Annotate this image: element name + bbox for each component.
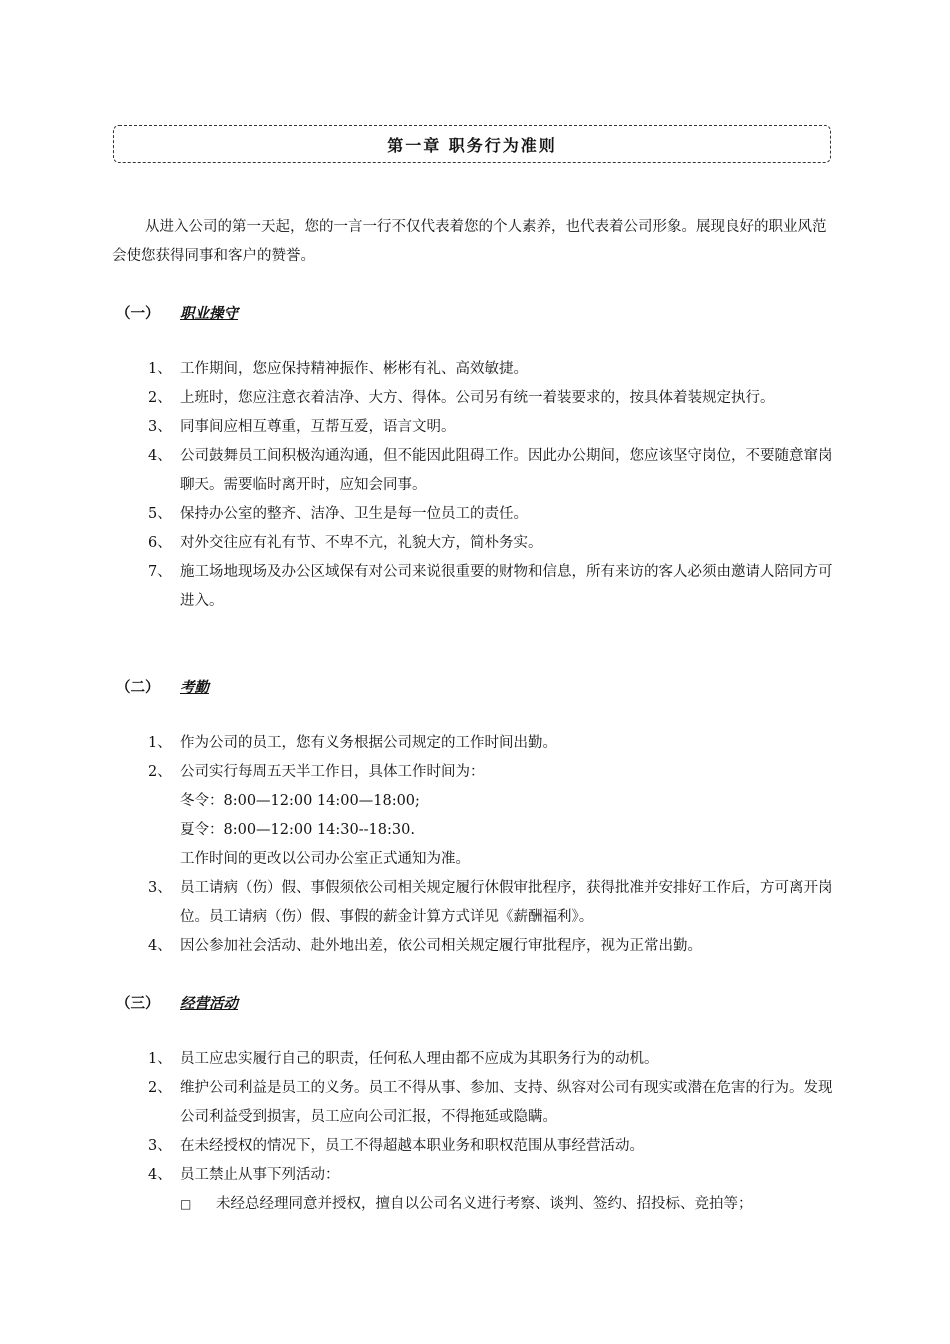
- list-item: 4、 因公参加社会活动、赴外地出差，依公司相关规定履行审批程序，视为正常出勤。: [148, 938, 702, 954]
- section-title: 经营活动: [180, 995, 238, 1012]
- section-number: （一）: [116, 305, 160, 322]
- conduct-list: [148, 355, 843, 616]
- chapter-title: 第一章 职务行为准则: [113, 125, 831, 163]
- list-item: 1、 工作期间，您应保持精神振作、彬彬有礼、高效敏捷。: [148, 361, 528, 377]
- section-number: （三）: [116, 995, 160, 1012]
- schedule-summer: 夏令：8:00—12:00 14:30--18:30.: [180, 822, 415, 838]
- business-list: [148, 1045, 843, 1219]
- section-number: （二）: [116, 679, 160, 696]
- list-item: 2、 公司实行每周五天半工作日，具体工作时间为：: [148, 764, 485, 780]
- list-item: 3、 员工请病（伤）假、事假须依公司相关规定履行休假审批程序，获得批准并安排好工作后，方可离开岗位。员工请病（伤）假、事假的薪金计算方式详见《薪酬福利》。: [148, 880, 833, 925]
- list-item: 4、 员工禁止从事下列活动：: [148, 1167, 340, 1183]
- list-item: 3、 同事间应相互尊重，互帮互爱，语言文明。: [148, 419, 456, 435]
- checkbox-bullet-icon: □: [180, 1197, 192, 1211]
- list-item: 7、 施工场地现场及办公区域保有对公司来说很重要的财物和信息，所有来访的客人必须由邀请人陪同方可进入。: [148, 564, 833, 609]
- intro-paragraph: 从进入公司的第一天起，您的一言一行不仅代表着您的个人素养，也代表着公司形象。展现良好的职业风范会使您获得同事和客户的赞誉。: [112, 219, 827, 264]
- list-item: 3、 在未经授权的情况下，员工不得超越本职业务和职权范围从事经营活动。: [148, 1138, 644, 1154]
- schedule-winter: 冬令：8:00—12:00 14:00—18:00;: [180, 793, 420, 809]
- list-item: 2、 上班时，您应注意衣着洁净、大方、得体。公司另有统一着装要求的，按具体着装规定执行。: [148, 390, 775, 406]
- attendance-list: [148, 729, 843, 961]
- schedule-note: 工作时间的更改以公司办公室正式通知为准。: [180, 851, 470, 867]
- list-item: 6、 对外交往应有礼有节、不卑不亢，礼貌大方，简朴务实。: [148, 535, 543, 551]
- section-title: 职业操守: [180, 305, 238, 322]
- list-item: 1、 作为公司的员工，您有义务根据公司规定的工作时间出勤。: [148, 735, 557, 751]
- section-heading-attendance: [116, 676, 209, 697]
- section-heading-business: [116, 992, 238, 1013]
- list-item: 1、 员工应忠实履行自己的职责，任何私人理由都不应成为其职务行为的动机。: [148, 1051, 659, 1067]
- section-title: 考勤: [180, 679, 209, 696]
- section-heading-conduct: [116, 302, 238, 323]
- list-item: 5、 保持办公室的整齐、洁净、卫生是每一位员工的责任。: [148, 506, 528, 522]
- bullet-item: □ 未经总经理同意并授权，擅自以公司名义进行考察、谈判、签约、招投标、竞拍等；: [148, 1190, 843, 1219]
- list-item: 4、 公司鼓舞员工间积极沟通沟通，但不能因此阻碍工作。因此办公期间，您应该坚守岗位，不要随意窜岗聊天。需要临时离开时，应知会同事。: [148, 448, 833, 493]
- list-item: 2、 维护公司利益是员工的义务。员工不得从事、参加、支持、纵容对公司有现实或潜在危害的行为。发现公司利益受到损害，员工应向公司汇报，不得拖延或隐瞒。: [148, 1080, 833, 1125]
